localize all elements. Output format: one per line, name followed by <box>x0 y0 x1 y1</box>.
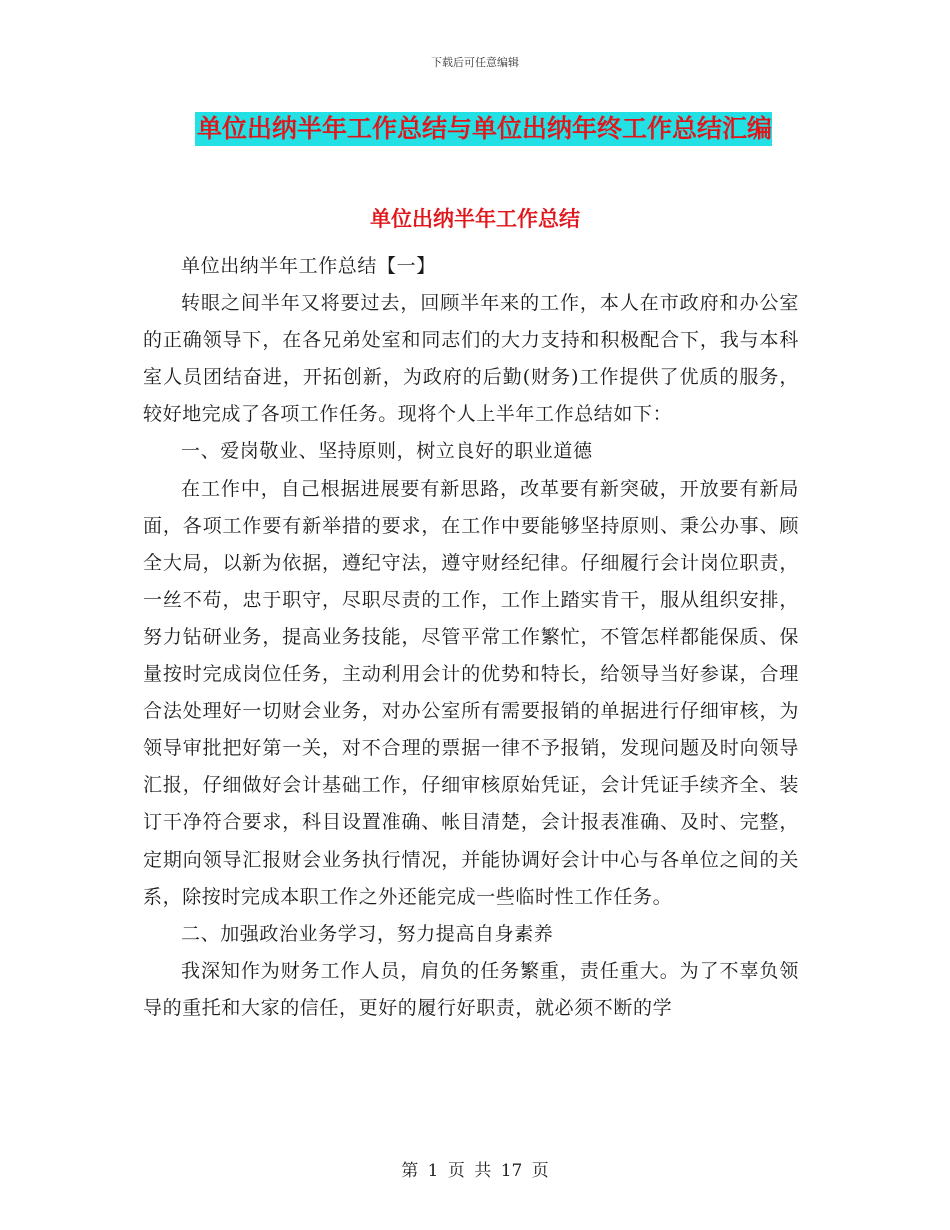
section-title: 单位出纳半年工作总结 <box>370 206 580 231</box>
paragraph: 转眼之间半年又将要过去，回顾半年来的工作，本人在市政府和办公室的正确领导下，在各兄弟处室和同志们的大力支持和积极配合下，我与本科室人员团结奋进，开拓创新，为政府的后勤(财务)工作提供了优质的服务，较好地完成了各项工作任务。现将个人上半年工作总结如下： <box>143 292 799 426</box>
page-header-note: 下载后可任意编辑 <box>431 56 519 69</box>
subsection-heading: 二、加强政治业务学习，努力提高自身素养 <box>181 922 554 945</box>
page-number: 第 1 页 共 17 页 <box>401 1161 549 1181</box>
paragraph: 在工作中，自己根据进展要有新思路，改革要有新突破，开放要有新局面，各项工作要有新举措的要求，在工作中要能够坚持原则、秉公办事、顾全大局，以新为依据，遵纪守法，遵守财经纪律。仔细履行会计岗位职责，一丝不苟，忠于职守，尽职尽责的工作，工作上踏实肯干，服从组织安排，努力钻研业务，提高业务技能，尽管平常工作繁忙，不管怎样都能保质、保量按时完成岗位任务，主动利用会计的优势和特长，给领导当好参谋，合理合法处理好一切财会业务，对办公室所有需要报销的单据进行仔细审核，为领导审批把好第一关，对不合理的票据一律不予报销，发现问题及时向领导汇报，仔细做好会计基础工作，仔细审核原始凭证，会计凭证手续齐全、装订干净符合要求，科目设置准确、帐目清楚，会计报表准确、及时、完整，定期向领导汇报财会业务执行情况，并能协调好会计中心与各单位之间的关系，除按时完成本职工作之外还能完成一些临时性工作任务。 <box>143 477 799 908</box>
subsection-heading: 单位出纳半年工作总结【一】 <box>181 255 436 277</box>
document-main-title: 单位出纳半年工作总结与单位出纳年终工作总结汇编 <box>195 112 772 146</box>
subsection-heading: 一、爱岗敬业、坚持原则，树立良好的职业道德 <box>181 440 593 463</box>
document-body <box>143 248 799 1027</box>
paragraph: 我深知作为财务工作人员，肩负的任务繁重，责任重大。为了不辜负领导的重托和大家的信任，更好的履行好职责，就必须不断的学 <box>143 959 799 1019</box>
